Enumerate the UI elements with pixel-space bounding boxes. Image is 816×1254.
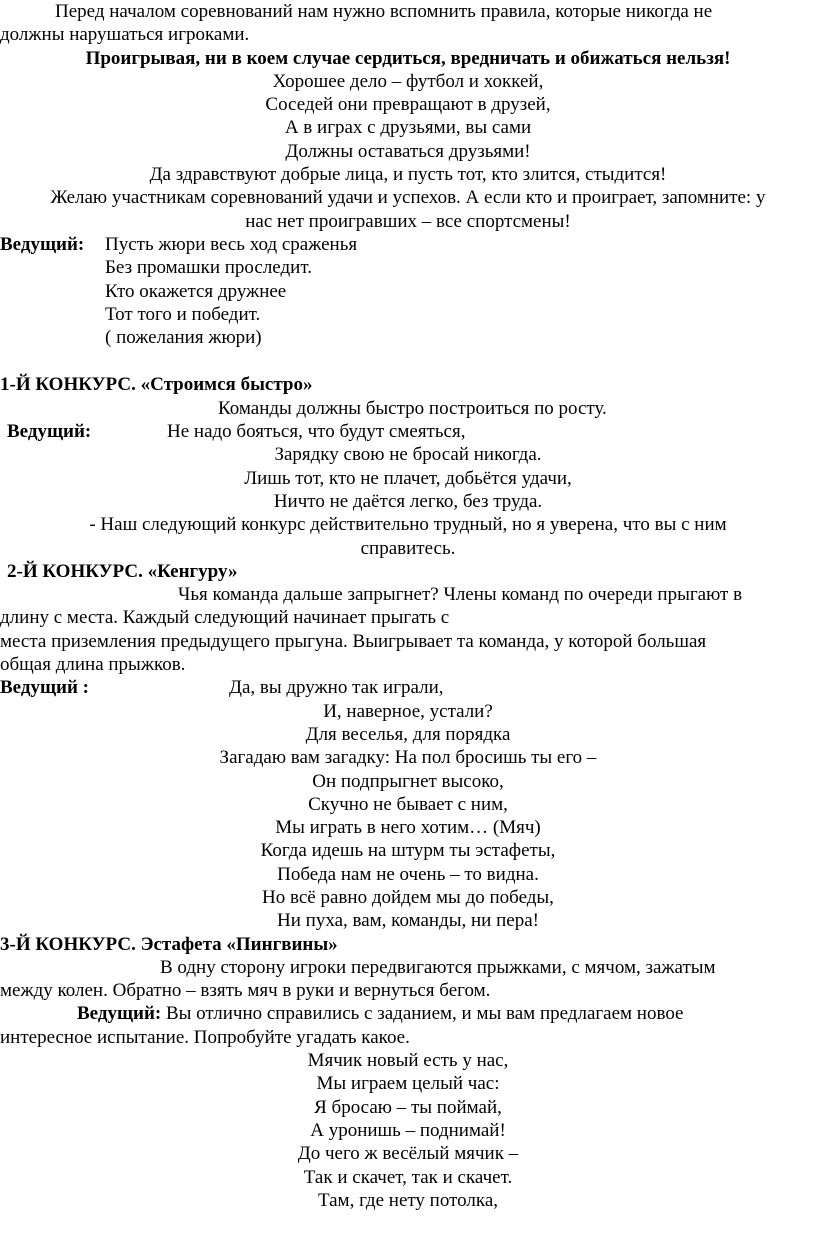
- host1-line: Тот того и победит.: [105, 303, 261, 325]
- contest1-title: 1-Й КОНКУРС. «Строимся быстро»: [0, 374, 313, 396]
- contest2-poem-line: Победа нам не очень – то видна.: [277, 863, 539, 885]
- host1-line: Без промашки проследит.: [105, 257, 312, 279]
- intro-rule: Проигрывая, ни в коем случае сердиться, вредничать и обижаться нельзя!: [85, 47, 731, 69]
- contest1-poem-line: Зарядку свою не бросай никогда.: [274, 444, 542, 466]
- contest2-poem-line: Загадаю вам загадку: На пол бросишь ты его –: [219, 747, 597, 769]
- host1-line: Кто окажется дружнее: [105, 280, 287, 302]
- contest3-host-label: Ведущий:: [77, 1003, 162, 1025]
- blank-gap: [0, 349, 816, 373]
- contest3-host-text-line-2: интересное испытание. Попробуйте угадать какое.: [0, 1026, 410, 1048]
- contest2-desc-line: места приземления предыдущего прыгуна. Выигрывает та команда, у которой большая: [0, 630, 707, 652]
- contest3-poem-line: Мы играем целый час:: [316, 1073, 500, 1095]
- contest2-poem-line: Когда идешь на штурм ты эстафеты,: [260, 840, 556, 862]
- contest1-note-line-2: справитесь.: [360, 537, 456, 559]
- contest2-desc-line: длину с места. Каждый следующий начинает прыгать с: [0, 607, 450, 629]
- contest2-poem-line: Он подпрыгнет высоко,: [312, 770, 504, 792]
- contest2-host-row: [0, 676, 816, 699]
- contest3-poem-line: Мячик новый есть у нас,: [307, 1050, 509, 1072]
- contest1-host-row: [0, 420, 816, 443]
- intro-line-2: должны нарушаться игроками.: [0, 24, 250, 46]
- intro-poem-line: Да здравствуют добрые лица, и пусть тот, кто злится, стыдится!: [149, 164, 667, 186]
- contest2-poem-line: Для веселья, для порядка: [305, 723, 511, 745]
- contest2-desc-line: Чья команда дальше запрыгнет? Члены команд по очереди прыгают в: [178, 584, 743, 606]
- intro-poem-line: Должны оставаться друзьями!: [285, 140, 531, 162]
- contest3-poem-line: До чего ж весёлый мячик –: [297, 1143, 519, 1165]
- contest2-poem-line: Мы играть в него хотим… (Мяч): [275, 817, 541, 839]
- contest3-host-text: Вы отлично справились с заданием, и мы вам предлагаем новое: [165, 1003, 684, 1025]
- contest1-desc: Команды должны быстро построиться по росту.: [218, 397, 607, 419]
- contest2-title: 2-Й КОНКУРС. «Кенгуру»: [7, 560, 238, 582]
- contest2-desc-line: общая длина прыжков.: [0, 654, 186, 676]
- contest3-poem-line: А уронишь – поднимай!: [310, 1119, 506, 1141]
- intro-poem-line: Соседей они превращают в друзей,: [265, 94, 551, 116]
- contest1-host-label: Ведущий:: [7, 421, 92, 443]
- contest2-host-first: Да, вы дружно так играли,: [229, 677, 444, 699]
- host1-label: Ведущий:: [0, 233, 85, 255]
- contest2-poem-line: Скучно не бывает с ним,: [308, 793, 508, 815]
- contest2-poem-line: Ни пуха, вам, команды, ни пера!: [277, 910, 539, 932]
- host1-first-row: [0, 233, 816, 256]
- contest3-desc-line: между колен. Обратно – взять мяч в руки и вернуться бегом.: [0, 980, 491, 1002]
- contest3-poem-line: Я бросаю – ты поймай,: [314, 1096, 502, 1118]
- contest3-title: 3-Й КОНКУРС. Эстафета «Пингвины»: [0, 933, 338, 955]
- contest3-desc-line: В одну сторону игроки передвигаются прыжками, с мячом, зажатым: [160, 956, 716, 978]
- contest3-host-row: [0, 1002, 816, 1025]
- contest2-host-label: Ведущий :: [0, 677, 89, 699]
- contest1-note-line-1: - Наш следующий конкурс действительно трудный, но я уверена, что вы с ним: [89, 514, 727, 536]
- contest3-poem-line: Так и скачет, так и скачет.: [303, 1166, 513, 1188]
- intro-wish-line-1: Желаю участникам соревнований удачи и успехов. А если кто и проиграет, запомните: у: [50, 187, 766, 209]
- intro-poem-line: Хорошее дело – футбол и хоккей,: [272, 70, 544, 92]
- host1-line: ( пожелания жюри): [105, 327, 262, 349]
- host1-first-line: Пусть жюри весь ход сраженья: [105, 233, 358, 255]
- intro-poem-line: А в играх с друзьями, вы сами: [284, 117, 532, 139]
- contest1-poem-line: Лишь тот, кто не плачет, добьётся удачи,: [244, 467, 572, 489]
- contest2-poem-line: И, наверное, устали?: [323, 700, 493, 722]
- intro-wish-line-2: нас нет проигравших – все спортсмены!: [245, 210, 571, 232]
- contest1-poem-line: Ничто не даётся легко, без труда.: [273, 490, 543, 512]
- intro-line-1: Перед началом соревнований нам нужно вспомнить правила, которые никогда не: [55, 1, 713, 22]
- contest3-poem-line: Там, где нету потолка,: [317, 1189, 499, 1211]
- contest1-host-first: Не надо бояться, что будут смеяться,: [167, 421, 466, 443]
- contest2-poem-line: Но всё равно дойдем мы до победы,: [262, 886, 554, 908]
